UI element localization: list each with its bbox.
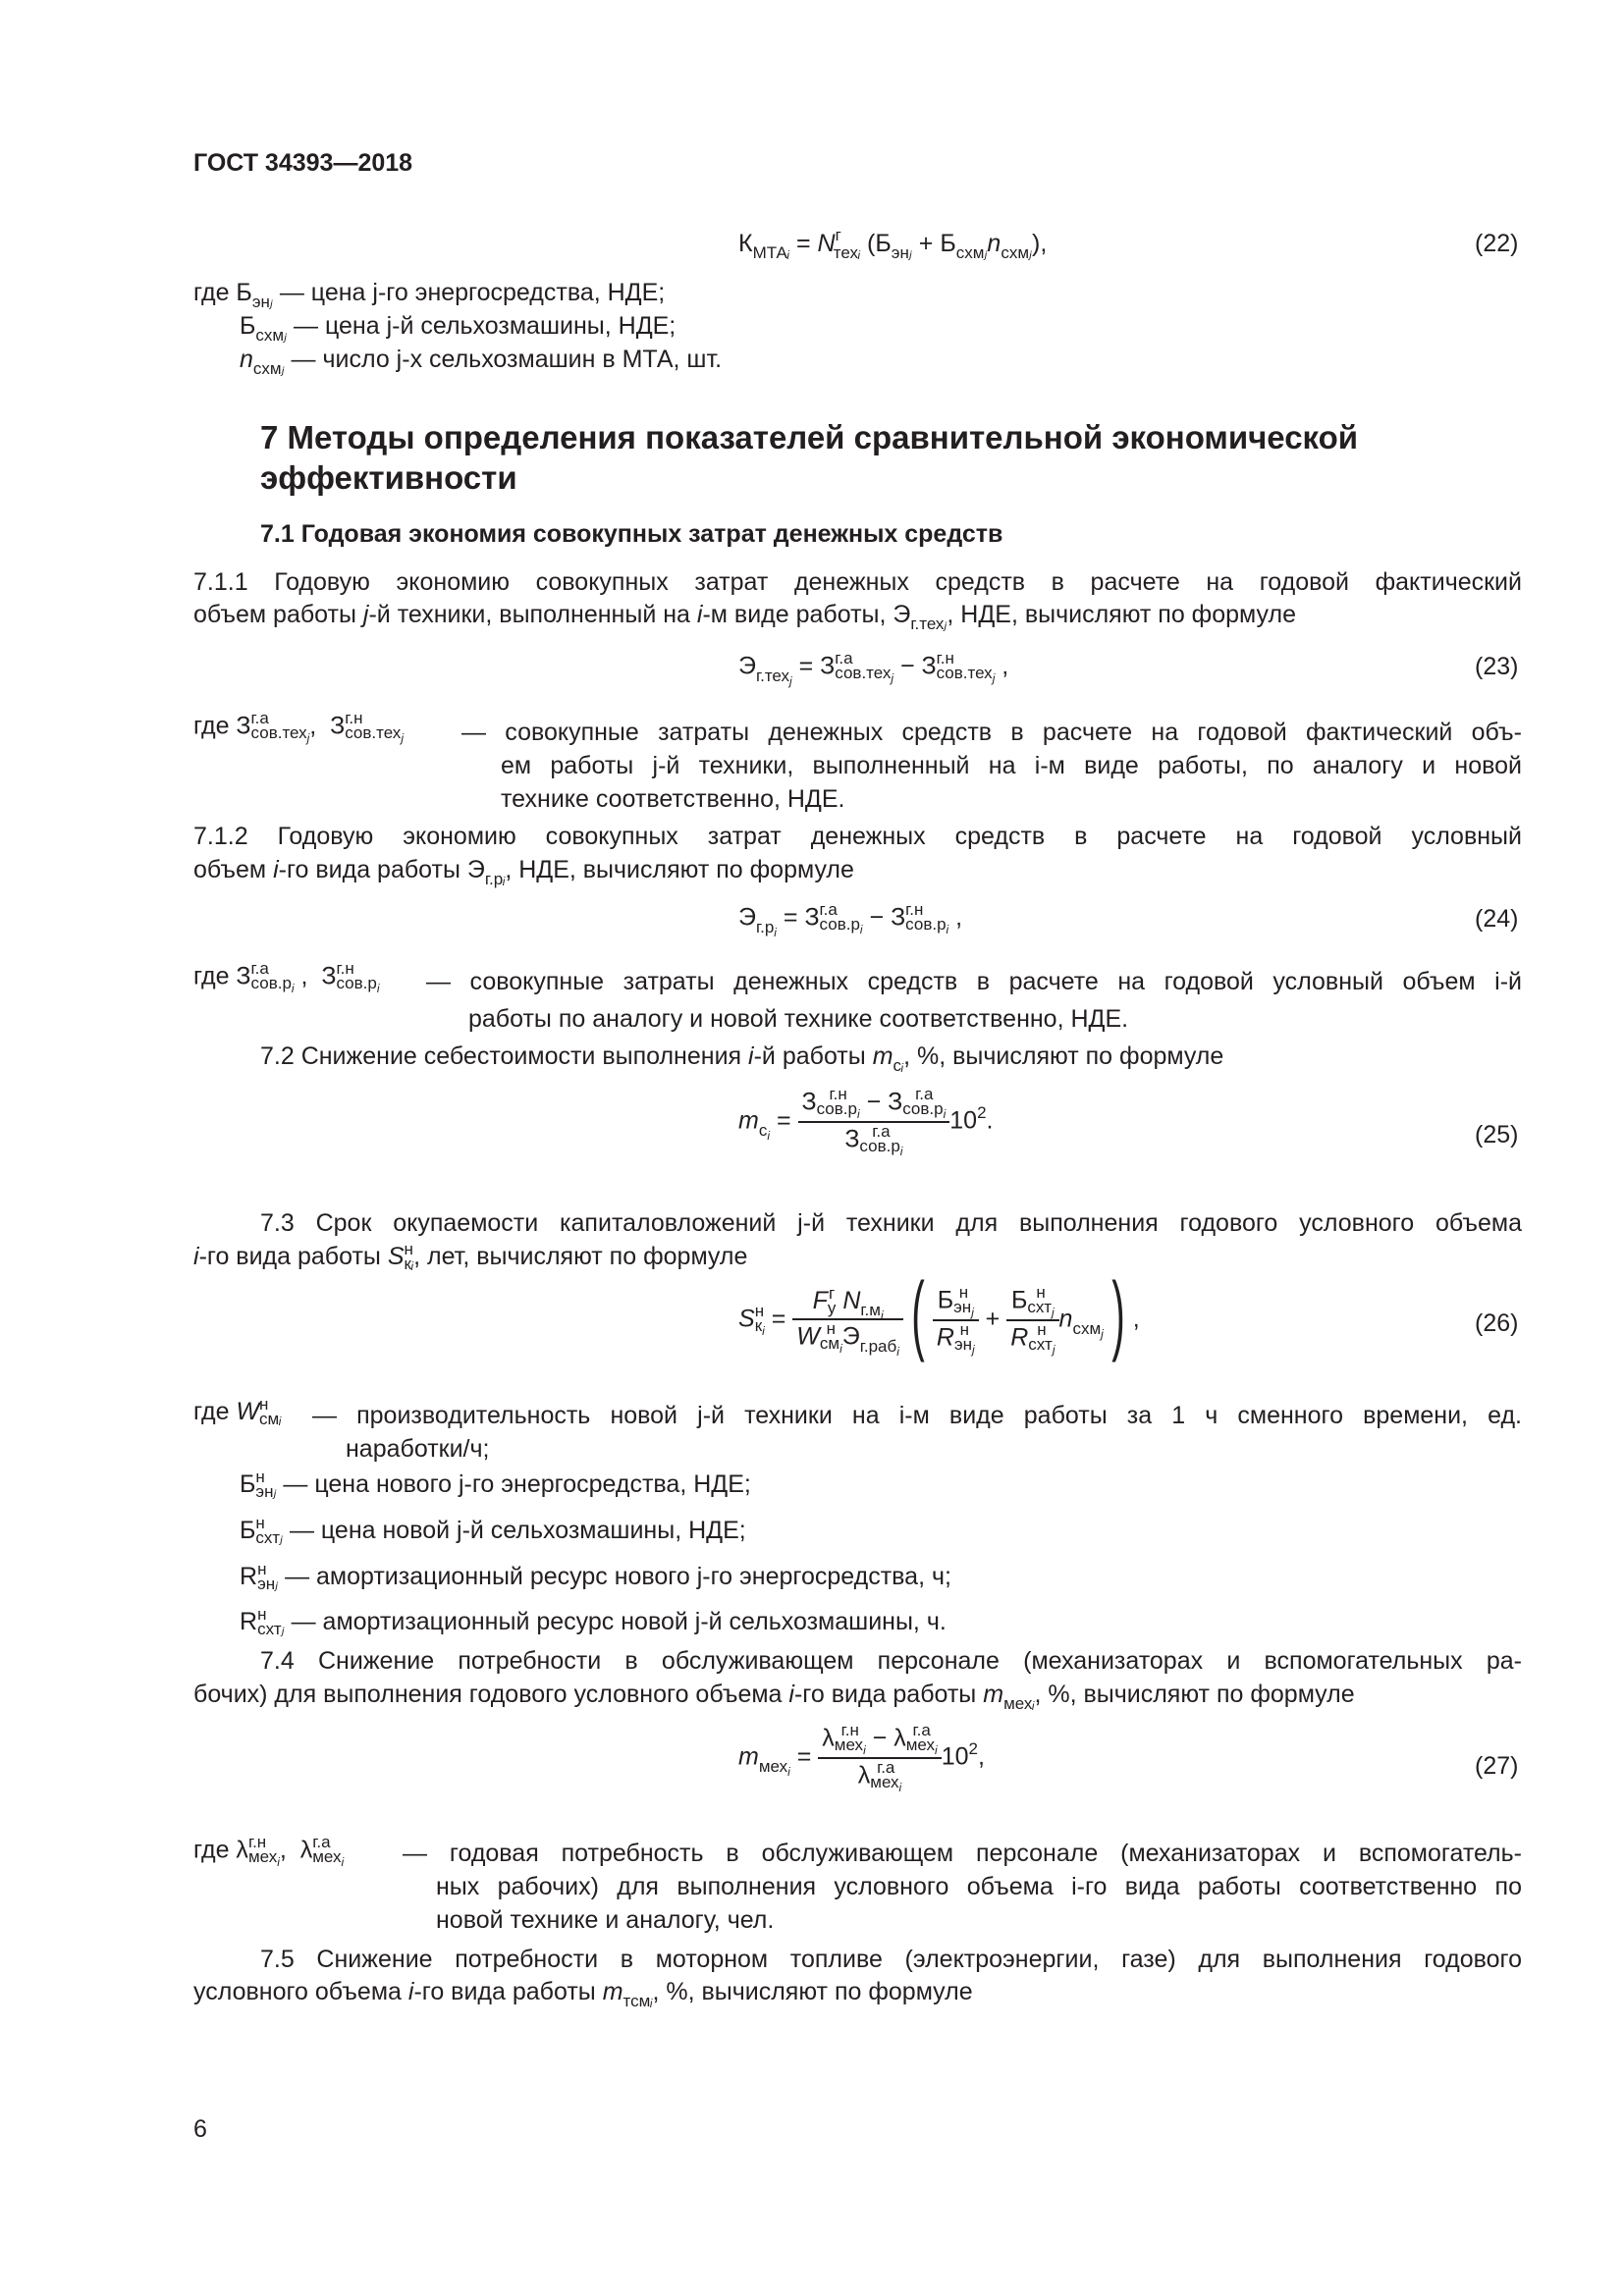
para-7-4-line-2: бочих) для выполнения годового условного объема i-го вида работы $m_{мехᵢ}$, %, вычисляют по формуле [193,1681,1355,1713]
legend-26-r-en: R н энⱼ — амортизационный ресурс нового j-го энергосредства, ч; [240,1560,951,1594]
legend-24-line-1: — совокупные затраты денежных средств в расчете на годовой условный объем i-й [426,968,1522,995]
para-7-3-line-1: 7.3 Срок окупаемости капиталовложений j-й техники для выполнения годового условного объема [260,1209,1522,1237]
formula-27-number: (27) [1475,1752,1519,1780]
legend-26-b-sxt: Б н схтⱼ — цена новой j-й сельхозмашины, НДЕ; [240,1514,746,1548]
legend-22-item-3: $n_{схмⱼ}$ — число j-х сельхозмашин в МТА, шт. [240,346,723,378]
formula-26-number: (26) [1475,1309,1519,1337]
formula-24-number: (24) [1475,905,1519,933]
para-7-1-2-line-2: объем i-го вида работы $Э_{г.рᵢ}$, НДЕ, вычисляют по формуле [193,856,854,888]
para-7-5-line-1: 7.5 Снижение потребности в моторном топливе (электроэнергии, газе) для выполнения годового [260,1946,1522,1973]
legend-23-line-3: технике соответственно, НДЕ. [501,785,845,813]
para-7-1-1-line-2: объем работы j-й техники, выполненный на i-м виде работы, $Э_{г.техⱼ}$, НДЕ, вычисляют по формуле [193,601,1296,633]
formula-24: $Э_{г.р_i} = З$ г.а $сов.р_i$ − З г.н $сов.р_i$ , [738,900,963,939]
legend-24-line-2: работы по аналогу и новой технике соответственно, НДЕ. [468,1005,1129,1033]
formula-22: $К_{МТАᵢ} = N^г_{техᵢ}$ $(Б_{энⱼ} + Б_{схмⱼ}n_{схмⱼ})$, [738,226,1048,262]
formula-27: $m_{мех_i}$ = λ г.н мех$_i$ − λ г.а мех$_i$ λ г.а мех$_i$ $10^2$, [738,1721,985,1794]
para-7-2: 7.2 Снижение себестоимости выполнения i-й работы $m_{сᵢ}$, %, вычисляют по формуле [260,1042,1224,1075]
legend-26-b-en: Б н энⱼ — цена нового j-го энергосредства, НДЕ; [240,1468,751,1502]
legend-24-symbols: где З г.а $сов.р_i$ , З г.н $сов.р_i$ [193,959,380,995]
section-7-title-line-1: 7 Методы определения показателей сравнительной экономической [260,419,1359,455]
formula-22-number: (22) [1475,230,1519,257]
legend-26-w-line-1: — производительность новой j-й техники на i-м виде работы за 1 ч сменного времени, ед. [312,1402,1522,1429]
legend-22-item-2: $Б_{схмⱼ}$ — цена j-й сельхозмашины, НДЕ; [240,312,677,345]
para-7-4-line-1: 7.4 Снижение потребности в обслуживающем персонале (механизаторах и вспомогательных ра- [260,1647,1522,1675]
legend-26-r-sxt: R н схтⱼ — амортизационный ресурс новой j-й сельхозмашины, ч. [240,1605,947,1639]
subsection-7-1-title: 7.1 Годовая экономия совокупных затрат денежных средств [260,520,1003,548]
formula-23-number: (23) [1475,653,1519,680]
legend-27-line-1: — годовая потребность в обслуживающем персонале (механизаторах и вспомогатель- [403,1840,1522,1867]
document-header: ГОСТ 34393—2018 [193,149,413,177]
legend-23-symbols: где З г.а сов.тех$_j$ , З г.н сов.тех$_j$ [193,709,404,745]
formula-26: S н $к_i$ = F г у $N_{г.м_i}$ W н $см_i$ $Э_{г.раб_i}$ ( Б н $эн_j$ R н $эн_j$ + Б н схт$_j$ R н схт$_j$ $n_{схм_j}$) , [738,1265,1140,1363]
legend-22-item-1: где $Б_{энⱼ}$ — цена j-го энергосредства, НДЕ; [193,279,666,311]
page-number: 6 [193,2115,207,2143]
para-7-5-line-2: условного объема i-го вида работы $m_{тсмᵢ}$, %, вычисляют по формуле [193,1978,973,2010]
legend-23-line-2: ем работы j-й техники, выполненный на i-м виде работы, по аналогу и новой [501,752,1522,779]
para-7-1-2-line-1: 7.1.2 Годовую экономию совокупных затрат денежных средств в расчете на годовой условный [193,823,1522,850]
legend-27-line-2: ных рабочих) для выполнения условного объема i-го вида работы соответственно по [436,1873,1522,1900]
legend-27-symbols: где λ г.н мех$_i$ , λ г.а мех$_i$ [193,1833,345,1869]
para-7-3-line-2: i-го вида работы S н кᵢ , лет, вычисляют по формуле [193,1240,748,1274]
formula-23: $Э_{г.тех_j} = З$ г.а сов.тех$_j$ − З г.н сов.тех$_j$ , [738,649,1009,688]
formula-25-number: (25) [1475,1121,1519,1148]
para-7-1-1-line-1: 7.1.1 Годовую экономию совокупных затрат денежных средств в расчете на годовой фактический [193,568,1522,596]
section-7-title-line-2: эффективности [260,459,517,496]
legend-26-w-symbol: где W н смᵢ [193,1395,282,1429]
formula-25: $m_{с_i}$ = З г.н $сов.р_i$ − З г.а $сов.р_i$ З г.а $сов.р_i$ $10^2$. [738,1085,994,1158]
legend-27-line-3: новой технике и аналогу, чел. [436,1906,775,1934]
legend-26-w-line-2: наработки/ч; [346,1435,490,1463]
legend-23-line-1: — совокупные затраты денежных средств в расчете на годовой фактический объ- [461,719,1522,746]
